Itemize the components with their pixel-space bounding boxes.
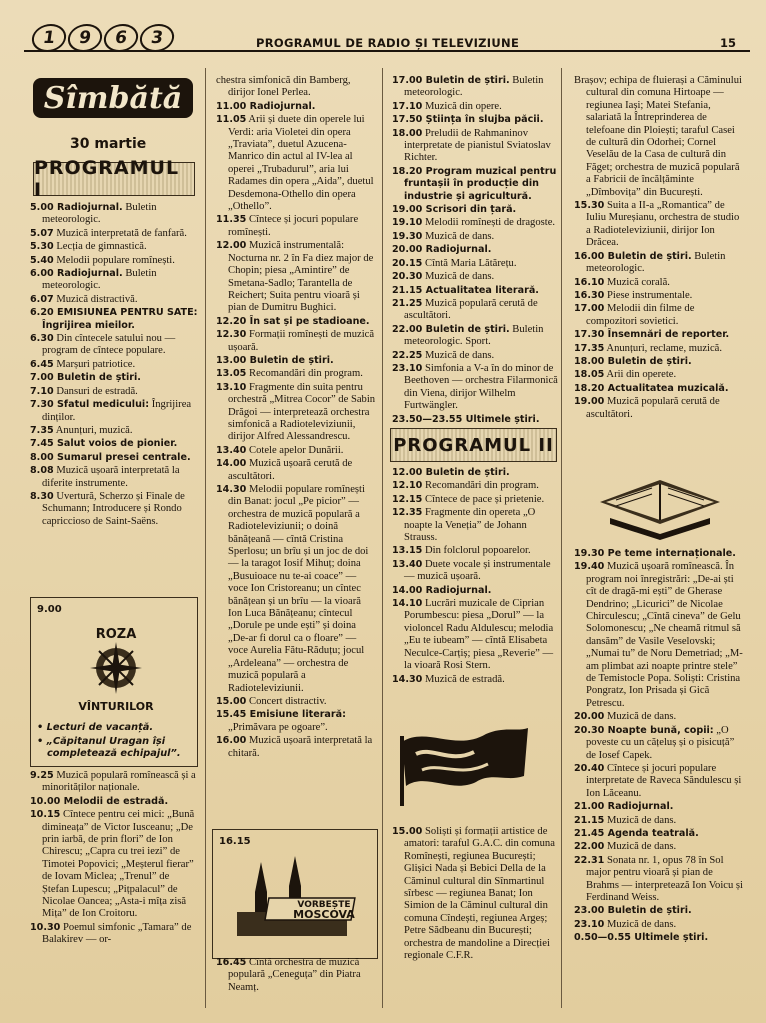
entry-description: Buletin meteorologic. — [586, 250, 726, 275]
program-1-heading: PROGRAMUL I — [33, 162, 195, 196]
entry-description: Muzică ușoară cerută de ascultători. — [228, 458, 353, 482]
entry-description: Muzică instrumentală: Nocturna nr. 2 în Fa diez major de Chopin; piesa „Amintire” de Smetana-Sadlo; Tarantella de Reichert; Suita pentru vioară și pian de Dumitru Bughici. — [228, 240, 374, 314]
entry-description: Muzică de estradă. — [422, 673, 505, 685]
program-entry — [30, 228, 198, 240]
entry-time-title: 21.25 — [392, 297, 423, 309]
entry-time-title: 7.00 Buletin de știri. — [30, 372, 141, 384]
program-entry — [574, 932, 746, 944]
entry-description: Anunțuri, muzică. — [53, 424, 133, 436]
program-entry — [216, 214, 376, 239]
entry-time-title: 20.30 — [392, 271, 423, 283]
entry-description: Marșuri patriotice. — [53, 358, 136, 370]
entry-description: Din folclorul popoarelor. — [422, 545, 531, 557]
entry-time-title: 18.05 — [574, 369, 605, 381]
program-entry — [392, 258, 558, 270]
program-entry — [30, 386, 198, 398]
entry-description: Muzică corală. — [604, 276, 670, 288]
program-entry — [392, 231, 558, 243]
entry-time-title: 17.35 — [574, 342, 605, 354]
program-entry — [216, 709, 376, 734]
entry-time-title: 22.31 — [574, 854, 605, 866]
entry-time-title: 6.07 — [30, 293, 54, 305]
entry-time-title: 18.00 Buletin de știri. — [574, 355, 692, 367]
program-entry — [574, 383, 746, 395]
program-entry — [392, 75, 558, 100]
entry-time-title: 12.10 — [392, 480, 423, 492]
entry-time-title: 21.00 Radiojurnal. — [574, 801, 674, 813]
entry-time-title: 16.30 — [574, 289, 605, 301]
entry-time-title: 16.45 — [216, 957, 247, 968]
entry-time-title: 8.30 — [30, 490, 54, 502]
entry-description: Formații romînești de muzică ușoară. — [228, 329, 375, 353]
year-digit: 9 — [66, 24, 104, 52]
entry-time-title: 11.00 Radiojurnal. — [216, 100, 316, 112]
entry-description: Muzică de dans. — [604, 841, 677, 853]
entry-time-title: 5.40 — [30, 254, 54, 266]
entry-description: Brașov; echipa de fluierași a Căminului cultural din comuna Hirtoape — regiunea Iași; Matei Stefania, salariată la Întreprinderea de telefoane din Ploiești; taraful Casei de cultură din Odorhei; Cornel Veselău de la Casa de cultură din Făget; orchestra de muzică populară a Fabricii de încălțăminte „Dîmbovița” din București. — [574, 75, 742, 198]
entry-description: Muzică populară cerută de ascultători. — [586, 396, 720, 420]
entry-description: Muzică de dans. — [604, 814, 677, 826]
entry-time-title: 14.00 — [216, 458, 247, 470]
entry-description: Cotele apelor Dunării. — [246, 444, 344, 456]
program-entry — [216, 368, 376, 380]
entry-time-title: 15.00 — [392, 826, 423, 837]
entry-description: Muzică interpretată de fanfară. — [53, 227, 187, 239]
entry-time-title: 19.30 Pe teme internaționale. — [574, 548, 736, 559]
entry-time-title: 18.20 Actualitatea muzicală. — [574, 382, 729, 394]
entry-time-title: 7.30 Sfatul medicului: — [30, 399, 150, 411]
program-entry — [392, 507, 558, 544]
day-heading: Sîmbătă — [33, 78, 193, 118]
program-entry — [392, 350, 558, 362]
moscova-title-top: VORBEȘTE — [297, 900, 351, 910]
program-entry — [392, 414, 558, 426]
entry-time-title: 17.10 — [392, 100, 423, 112]
entry-time-title: 5.07 — [30, 227, 54, 239]
entry-time-title: 5.00 Radiojurnal. — [30, 202, 123, 213]
entry-description: „Primăvara pe ogoare”. — [228, 721, 328, 733]
program-entry — [392, 244, 558, 256]
entry-description: Muzică de dans. — [422, 230, 495, 242]
entry-description: Dansuri de estradă. — [53, 385, 138, 397]
entry-description: Muzică de dans. — [422, 349, 495, 361]
entry-time-title: 7.35 — [30, 424, 54, 436]
schedule-column-4 — [574, 75, 746, 422]
entry-time-title: 11.35 — [216, 214, 247, 226]
entry-description: Anunțuri, reclame, muzică. — [604, 342, 723, 354]
program-entry — [392, 585, 558, 597]
entry-description: Muzică de dans. — [422, 271, 495, 283]
entry-description: Suita a II-a „Romantica” de Iuliu Mureșianu, orchestra de studio a Radioteleviziunii, dirijor Ion Drăcea. — [586, 200, 740, 249]
program-entry — [30, 202, 198, 227]
program-entry — [392, 674, 558, 686]
program-entry — [392, 166, 558, 203]
year-digit: 1 — [30, 24, 68, 52]
entry-time-title: 6.45 — [30, 358, 54, 370]
entry-description: Melodii din filme de compozitori sovietici. — [586, 303, 695, 327]
entry-description: Din cîntecele satului nou — program de cîntece populare. — [42, 333, 176, 357]
program-entry — [216, 445, 376, 457]
entry-description: Muzică ușoară interpretată la diferite instrumente. — [42, 465, 180, 489]
program-entry — [392, 598, 558, 672]
entry-description: Fragmente din suita pentru orchestră „Mitrea Cocor” de Sabin Drăgoi — interpretează orchestra simfonică a Radioteleviziunii, dirijor Alfred Alessandrescu. — [228, 381, 376, 443]
year-badge — [32, 24, 174, 50]
entry-time-title: 15.30 — [574, 200, 605, 212]
column-divider — [205, 68, 206, 1008]
year-digit: 6 — [102, 24, 140, 52]
entry-time-title: 12.30 — [216, 329, 247, 341]
program-entry — [392, 298, 558, 323]
header-rule — [24, 50, 750, 52]
program-entry — [574, 763, 746, 800]
schedule-column-1 — [30, 202, 198, 529]
entry-time-title: 22.25 — [392, 349, 423, 361]
program-entry — [30, 399, 198, 424]
program-entry — [30, 333, 198, 358]
entry-time-title: 17.50 Știința în slujba păcii. — [392, 114, 544, 126]
entry-description: Fragmente din opereta „O noapte la Veneția” de Johann Strauss. — [404, 507, 536, 544]
program-entry — [216, 316, 376, 328]
day-date: 30 martie — [70, 136, 147, 152]
program-entry — [30, 307, 198, 332]
entry-time-title: 0.50—0.55 Ultimele știri. — [574, 932, 709, 944]
entry-time-title: 13.40 — [392, 558, 423, 570]
entry-time-title: 10.30 — [30, 921, 61, 933]
entry-time-title: 13.00 Buletin de știri. — [216, 354, 334, 366]
entry-description: Poemul simfonic „Tamara” de Balakirev — or- — [42, 921, 192, 946]
entry-description: Cîntece și jocuri populare romînești. — [228, 214, 359, 238]
program-entry — [392, 271, 558, 283]
program-entry — [30, 268, 198, 293]
entry-description: Muzică din opere. — [422, 100, 502, 112]
schedule-column-3c — [392, 826, 558, 963]
entry-description: Muzică de dans. — [604, 918, 677, 930]
roza-bullet-1: • Lecturi de vacanță. — [37, 722, 154, 733]
entry-time-title: 19.40 — [574, 561, 605, 573]
entry-description: Uvertură, Scherzo și Finale de Schumann; Introducere și Rondo capriccioso de Saint-Saëns. — [42, 490, 185, 527]
program-entry — [574, 343, 746, 355]
entry-description: Îngrijirea dinților. — [42, 399, 192, 423]
program-entry — [216, 957, 376, 994]
program-entry — [392, 467, 558, 479]
entry-description: Buletin meteorologic. — [404, 75, 544, 99]
entry-time-title: 17.00 — [574, 303, 605, 315]
entry-description: Melodii populare romînești. — [53, 254, 175, 266]
entry-description: Muzică de dans. — [604, 711, 677, 723]
entry-description: Lucrări muzicale de Ciprian Porumbescu: piesa „Dorul” — la violoncel Radu Aldulescu; melodia „Eu te iubeam” — cîntă Elisabeta Neculce-Carțiș; piesa „Reverie” — la vioară Rosi Stern. — [404, 598, 554, 672]
schedule-column-3b — [392, 467, 558, 687]
page-number: 15 — [719, 36, 736, 50]
entry-time-title: 20.40 — [574, 762, 605, 774]
column-divider — [382, 68, 383, 1008]
entry-time-title: 13.40 — [216, 444, 247, 456]
entry-time-title: 22.00 — [574, 841, 605, 853]
entry-time-title: 21.15 Actualitatea literară. — [392, 284, 539, 296]
entry-description: Piese instrumentale. — [604, 289, 693, 301]
svg-text:ROZA: ROZA — [95, 627, 137, 642]
entry-time-title: 7.10 — [30, 385, 54, 397]
entry-time-title: 6.00 Radiojurnal. — [30, 268, 123, 280]
program-2-heading: PROGRAMUL II — [390, 428, 557, 462]
year-digit: 3 — [138, 24, 176, 52]
entry-description: Muzică distractivă. — [53, 293, 138, 305]
entry-description: Concert distractiv. — [246, 695, 327, 707]
vorbeste-moscova-box — [212, 829, 378, 959]
entry-time-title: 11.05 — [216, 114, 247, 126]
program-entry — [574, 841, 746, 853]
entry-description: Lecția de gimnastică. — [53, 241, 147, 253]
entry-time-title: 23.50—23.55 Ultimele știri. — [392, 413, 540, 425]
program-entry — [574, 828, 746, 840]
program-entry — [392, 128, 558, 165]
program-entry — [574, 711, 746, 723]
entry-time-title: 14.10 — [392, 598, 423, 610]
program-entry — [574, 905, 746, 917]
program-entry — [392, 217, 558, 229]
program-entry — [392, 545, 558, 557]
entry-time-title: 8.00 Sumarul presei centrale. — [30, 451, 191, 463]
entry-description: Recomandări din program. — [246, 368, 363, 380]
program-entry — [216, 355, 376, 367]
entry-time-title: 10.15 — [30, 809, 61, 821]
schedule-column-4b — [574, 548, 746, 946]
program-entry — [574, 369, 746, 381]
entry-time-title: 21.15 — [574, 814, 605, 826]
schedule-column-1b — [30, 770, 198, 948]
program-entry — [574, 356, 746, 368]
moscova-title-bottom: MOSCOVA — [293, 908, 355, 921]
entry-description: Muzică populară cerută de ascultători. — [404, 297, 538, 322]
entry-time-title: 19.30 — [392, 230, 423, 242]
entry-time-title: 20.30 Noapte bună, copii: — [574, 724, 714, 736]
program-entry — [30, 294, 198, 306]
entry-description: Recomandări din program. — [422, 480, 539, 492]
svg-text:VÎNTURILOR: VÎNTURILOR — [78, 700, 154, 713]
program-entry — [392, 363, 558, 413]
entry-description: Muzică ușoară interpretată la chitară. — [228, 735, 373, 759]
program-entry — [30, 372, 198, 384]
entry-description: Melodii romînești de dragoste. — [422, 217, 556, 229]
program-entry — [392, 480, 558, 492]
entry-time-title: 20.00 — [574, 711, 605, 723]
roza-vinturilor-box — [30, 597, 198, 767]
program-entry — [392, 101, 558, 113]
program-entry — [30, 241, 198, 253]
entry-time-title: 18.20 Program muzical pentru fruntașii în producție din industrie și agricultură. — [392, 165, 557, 202]
entry-time-title: 18.00 — [392, 127, 423, 139]
entry-time-title: 6.30 — [30, 333, 54, 345]
program-entry — [392, 204, 558, 216]
program-entry — [574, 303, 746, 328]
entry-description: Cîntă orchestra de muzică populară „Ceneguța” din Piatra Neamț. — [228, 957, 361, 993]
entry-time-title: 16.00 — [216, 735, 247, 747]
compass-rose-icon — [71, 620, 161, 716]
program-entry — [30, 465, 198, 490]
entry-time-title: 13.10 — [216, 381, 247, 393]
entry-time-title: 20.00 Radiojurnal. — [392, 244, 492, 256]
entry-description: Cîntece de pace și prietenie. — [422, 493, 545, 505]
program-entry — [30, 796, 198, 808]
schedule-column-3 — [392, 75, 558, 427]
kremlin-illustration-icon — [227, 852, 363, 952]
program-entry — [30, 770, 198, 795]
entry-time-title: 15.45 Emisiune literară: — [216, 709, 346, 721]
entry-time-title: 13.15 — [392, 545, 423, 557]
schedule-column-2 — [216, 75, 376, 761]
entry-description: Muzică ușoară romînească. În program noi înregistrări: „De-ai ști cît de dragă-mi ești” de Gherase Dendrino; „Licurici” de Nicolae Chirculescu; „Cîntă cineva” de Gelu Solomonescu; „Ne cheamă ritmul să dansăm” de Vasile Veselovski; „Numai tu” de Noru Demetriad; „M-am plimbat azi noapte printre stele” de Temistocle Popa. Soliști: Cristina Pongratz, Ion Prisada și Gică Petrescu. — [586, 561, 743, 709]
entry-description: Muzică populară romînească și a minorităților naționale. — [42, 770, 196, 794]
program-entry — [392, 559, 558, 584]
entry-time-title: 22.00 Buletin de știri. — [392, 323, 510, 335]
entry-time-title: 5.30 — [30, 241, 54, 253]
entry-time-title: 15.00 — [216, 695, 247, 707]
entry-time-title: 14.30 — [392, 673, 423, 685]
program-entry — [574, 815, 746, 827]
entry-description: Cîntece și jocuri populare interpretate de Raveca Săndulescu și Ion Lăceanu. — [586, 762, 742, 799]
entry-time-title: 14.30 — [216, 484, 247, 495]
entry-time-title: 8.08 — [30, 465, 54, 477]
entry-time-title: 14.00 Radiojurnal. — [392, 584, 492, 596]
entry-description: Buletin meteorologic. Sport. — [404, 323, 544, 348]
entry-time-title: 12.20 În sat și pe stadioane. — [216, 315, 370, 327]
program-entry — [216, 114, 376, 213]
program-entry — [574, 725, 746, 762]
roza-time: 9.00 — [37, 604, 62, 615]
entry-description: Cîntece pentru cei mici: „Bună dimineața” de Victor Iusceanu; „De prin iarbă, de prin flori” de Ion Chirescu; „Capra cu trei iezi” de Timotei Popovici; „Meșterul fierar” de Iovam Miclea; „Trenul” de Ștefan Lupescu; „Pițpalacul” de Nicolae Oancea; „Asta-i mîța zisă Mița” de Ion Croitoru. — [42, 809, 195, 920]
program-entry — [574, 200, 746, 250]
entry-time-title: 19.00 — [574, 396, 605, 408]
entry-description: Simfonia a V-a în do minor de Beethoven — orchestra Filarmonică din Viena, dirijor Wilhelm Furtwängler. — [404, 362, 558, 412]
page-header — [24, 24, 750, 54]
program-entry — [574, 548, 746, 560]
books-illustration-icon — [590, 458, 730, 542]
entry-time-title: 10.00 Melodii de estradă. — [30, 795, 169, 807]
entry-description: Arii și duete din operele lui Verdi: aria Violetei din opera „Traviata”, duetul Azucena-Manrico din actul al IV-lea al operei „Trubadurul”, aria lui Radames din opera „Aida”, duetul Desdemona-Othello din opera „Othello”. — [228, 114, 374, 213]
entry-time-title: 12.00 — [216, 240, 247, 252]
program-entry — [30, 809, 198, 921]
program-entry — [574, 919, 746, 931]
entry-description: chestra simfonică din Bamberg, dirijor Ionel Perlea. — [216, 75, 351, 99]
program-entry — [574, 855, 746, 905]
program-entry — [216, 101, 376, 113]
banner-flag-illustration-icon — [396, 712, 532, 808]
program-entry — [216, 484, 376, 695]
roza-bullet-2b: completează echipajul”. — [47, 748, 181, 759]
entry-description: Preludii de Rahmaninov interpretate de pianistul Sviatoslav Richter. — [404, 127, 551, 164]
program-entry — [574, 251, 746, 276]
program-entry — [30, 425, 198, 437]
entry-time-title: 23.10 — [574, 918, 605, 930]
entry-time-title: 12.00 Buletin de știri. — [392, 467, 510, 478]
program-entry — [392, 285, 558, 297]
entry-description: Sonata nr. 1, opus 78 în Sol major pentru vioară și pian de Brahms — interpretează Ion Voicu și Ferdinand Weiss. — [586, 854, 744, 903]
program-entry — [574, 396, 746, 421]
entry-time-title: 19.00 Scrisori din țară. — [392, 204, 517, 216]
program-entry — [30, 922, 198, 947]
entry-time-title: 9.25 — [30, 770, 54, 781]
program-entry — [216, 696, 376, 708]
entry-time-title: 17.30 Însemnări de reporter. — [574, 329, 730, 341]
program-entry — [30, 452, 198, 464]
entry-time-title: 19.10 — [392, 217, 423, 229]
entry-description: Duete vocale și instrumentale — muzică ușoară. — [404, 558, 551, 583]
entry-time-title: 6.20 EMISIUNEA PENTRU SATE: Îngrijirea mieilor. — [30, 307, 198, 331]
entry-time-title: 21.45 Agenda teatrală. — [574, 827, 699, 839]
entry-time-title: 12.15 — [392, 493, 423, 505]
entry-time-title: 20.15 — [392, 257, 423, 269]
entry-time-title: 17.00 Buletin de știri. — [392, 75, 510, 86]
roza-bullet-2: • „Căpitanul Uragan își — [37, 736, 166, 747]
program-entry — [30, 438, 198, 450]
program-entry — [216, 458, 376, 483]
entry-description: Cîntă Maria Lătărețu. — [422, 257, 517, 269]
entry-time-title: 16.10 — [574, 276, 605, 288]
schedule-column-2b — [216, 957, 376, 995]
program-entry — [574, 561, 746, 710]
program-entry — [392, 826, 558, 962]
entry-time-title: 7.45 Salut voios de pionier. — [30, 438, 178, 450]
column-divider — [561, 68, 562, 1008]
entry-description: Soliști și formații artistice de amatori: taraful G.A.C. din comuna Romînești, regiunea București; Glișici Nada și Bebici Della de la Căminul cultural din Sînmartinul sîrbesc — regiunea Banat; Ion Simion de la Căminul cultural din comuna Cîndești, regiunea Argeș; Petre Sădbeanu din București; orchestra de mandoline a Direcției regionale C.F.R. — [404, 826, 555, 962]
entry-description: Melodii populare romînești din Banat: jocul „Pe picior” — orchestra de muzică populară a Radioteleviziunii; o doină bănățeană — cîntă Cristina Sperlosu; un brîu și un joc de doi — la taragot Iosif Mihuț; doina „Busuioace nu te-ai coace” — voce Ion Cristoreanu; un cîntec bănățean și un brîu — la vioară Ion Luca Bănățeanu; cîntecul „Dorule pe unde ești” și doina „De-ar fi dorul ca o floare” — voce Aurelia Fătu-Răduțu; jocul „Ardeleana” — orchestra de muzică populară a Radioteleviziunii. — [228, 484, 369, 694]
program-entry — [574, 277, 746, 289]
program-entry — [216, 240, 376, 314]
program-entry — [392, 494, 558, 506]
entry-description: Buletin meteorologic. — [42, 202, 157, 226]
program-entry — [216, 382, 376, 444]
program-entry — [392, 324, 558, 349]
program-entry — [574, 801, 746, 813]
program-entry — [216, 735, 376, 760]
program-entry — [392, 114, 558, 126]
program-entry — [30, 255, 198, 267]
entry-description: „O poveste cu un cățeluș și o pisicuță” de Iosef Capek. — [586, 724, 735, 761]
entry-description: Arii din operete. — [604, 369, 677, 381]
program-entry — [574, 75, 746, 199]
entry-time-title: 23.10 — [392, 362, 423, 374]
program-entry — [30, 359, 198, 371]
entry-description: Buletin meteorologic. — [42, 268, 157, 292]
entry-time-title: 23.00 Buletin de știri. — [574, 905, 692, 917]
program-entry — [574, 329, 746, 341]
program-entry — [574, 290, 746, 302]
entry-time-title: 16.00 Buletin de știri. — [574, 250, 692, 262]
entry-time-title: 12.35 — [392, 507, 423, 519]
moscova-time: 16.15 — [219, 836, 251, 847]
entry-time-title: 13.05 — [216, 368, 247, 380]
program-entry — [30, 491, 198, 528]
page-title: PROGRAMUL DE RADIO ȘI TELEVIZIUNE — [256, 36, 520, 50]
program-entry — [216, 329, 376, 354]
program-entry — [216, 75, 376, 100]
